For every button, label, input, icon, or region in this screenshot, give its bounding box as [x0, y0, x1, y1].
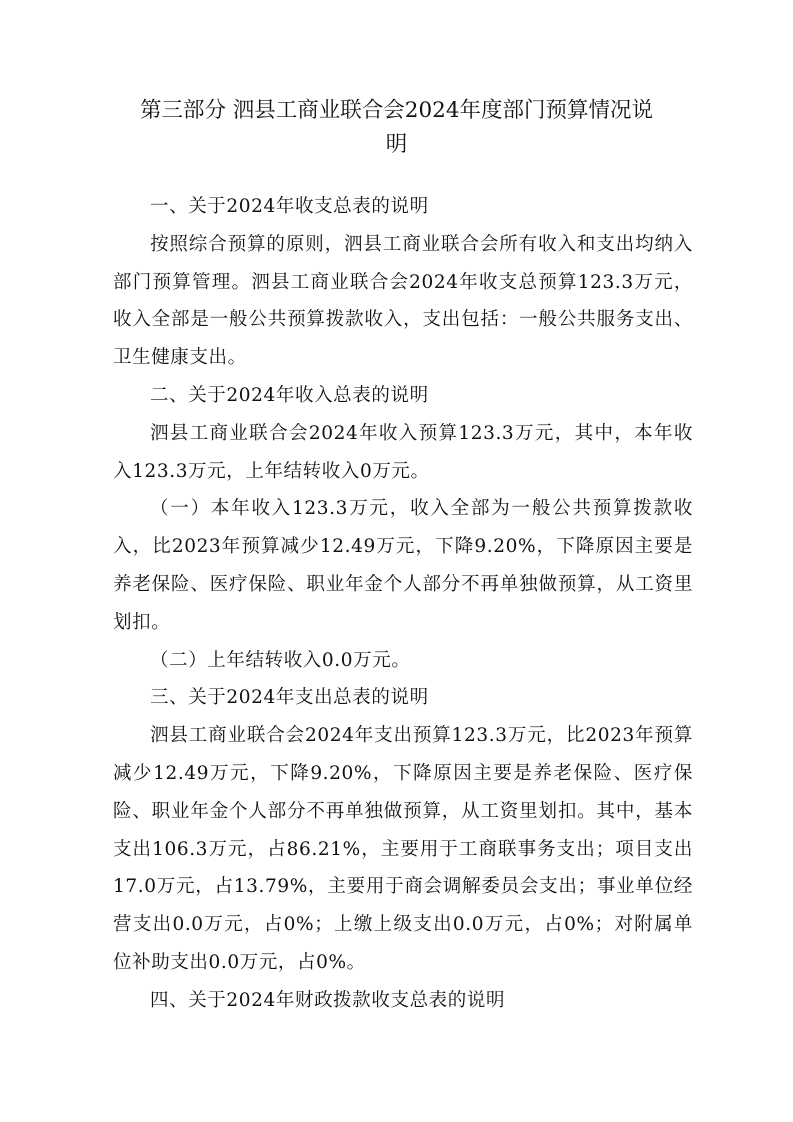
section-heading-3: 三、关于2024年支出总表的说明 [150, 687, 429, 709]
paragraph-current-year-income: （一）本年收入123.3万元，收入全部为一般公共预算拨款收入，比2023年预算减少12.49万元，下降9.20%，下降原因主要是养老保险、医疗保险、职业年金个人部分不再单独做预算，从工资里划扣。 [113, 498, 693, 633]
document-body [113, 188, 693, 1020]
page-title-line-1: 第三部分 泗县工商业联合会2024年度部门预算情况说 [139, 98, 654, 123]
paragraph-expenditure-budget: 泗县工商业联合会2024年支出预算123.3万元，比2023年预算减少12.49万元，下降9.20%，下降原因主要是养老保险、医疗保险、职业年金个人部分不再单独做预算，从工资里划扣。其中，基本支出106.3万元，占86.21%，主要用于工商联事务支出；项目支出17.0万元，占13.79%，主要用于商会调解委员会支出；事业单位经营支出0.0万元，占0%；上缴上级支出0.0万元，占0%；对附属单位补助支出0.0万元，占0%。 [113, 725, 693, 973]
section-heading-1: 一、关于2024年收支总表的说明 [150, 196, 429, 217]
section-heading-2: 二、关于2024年收入总表的说明 [150, 384, 429, 406]
page-title-line-2: 明 [385, 132, 408, 157]
paragraph-income-budget: 泗县工商业联合会2024年收入预算123.3万元，其中，本年收入123.3万元，上年结转收入0万元。 [113, 422, 693, 482]
page-title [100, 94, 693, 162]
section-heading-4: 四、关于2024年财政拨款收支总表的说明 [150, 989, 506, 1011]
paragraph-carryover-income: （二）上年结转收入0.0万元。 [150, 649, 411, 671]
paragraph-budget-principle: 按照综合预算的原则，泗县工商业联合会所有收入和支出均纳入部门预算管理。泗县工商业联合会2024年收支总预算123.3万元，收入全部是一般公共预算拨款收入，支出包括：一般公共服务支出、卫生健康支出。 [113, 233, 693, 369]
